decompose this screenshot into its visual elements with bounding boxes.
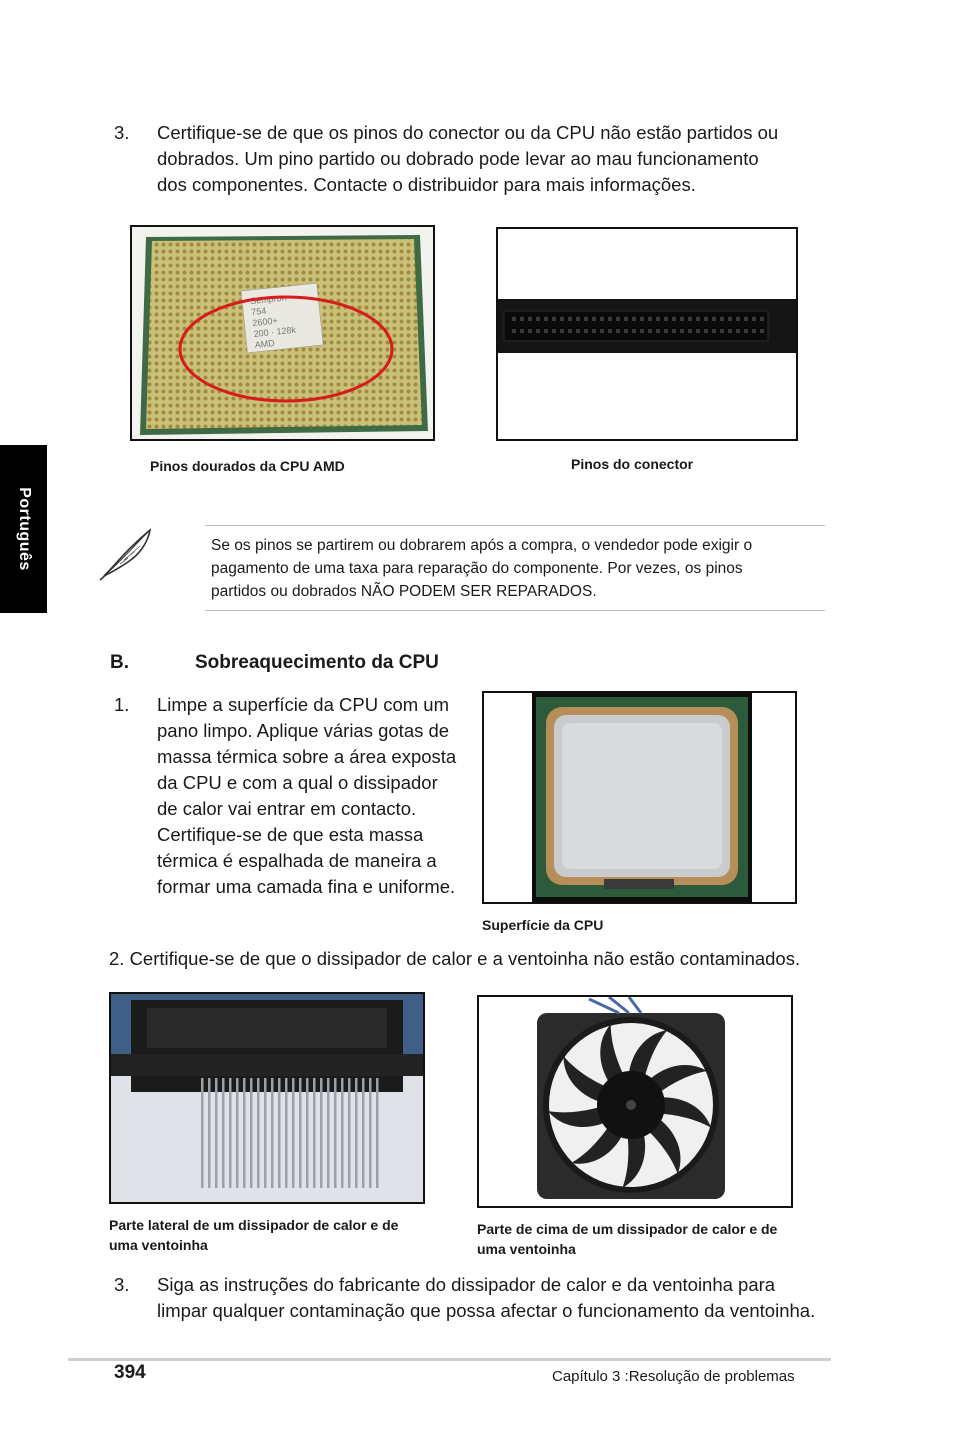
figure-caption: Superfície da CPU <box>482 917 604 933</box>
text-line: Siga as instruções do fabricante do dissipador de calor e da ventoinha para <box>157 1274 776 1295</box>
step-number: 3. <box>114 1274 130 1295</box>
figure-caption: Pinos do conector <box>571 456 694 472</box>
text-line: partidos ou dobrados NÃO PODEM SER REPARADOS. <box>211 583 597 600</box>
language-tab-label: Português <box>15 487 33 571</box>
section-title: Sobreaquecimento da CPU <box>195 652 439 673</box>
heatsink-side-illustration <box>111 994 423 1202</box>
cpu-label-text: Sempron <box>249 292 288 307</box>
text-line: de calor vai entrar em contacto. <box>157 798 417 819</box>
step-number: 1. <box>114 694 130 715</box>
section-letter: B. <box>110 652 129 673</box>
caption-line: Parte de cima de um dissipador de calor e de <box>477 1221 778 1237</box>
heatsink-side-photo <box>109 992 425 1204</box>
text-line: Certifique-se de que esta massa <box>157 824 424 845</box>
text-line: Se os pinos se partirem ou dobrarem após a compra, o vendedor pode exigir o <box>211 537 753 554</box>
step-text <box>157 1272 897 1324</box>
cpu-pins-illustration <box>132 227 433 439</box>
text-line: dobrados. Um pino partido ou dobrado pode levar ao mau funcionamento <box>157 148 759 169</box>
text-line: dos componentes. Contacte o distribuidor para mais informações. <box>157 174 696 195</box>
caption-line: uma ventoinha <box>477 1241 576 1257</box>
text-line: Limpe a superfície da CPU com um <box>157 694 450 715</box>
note-bottom-rule <box>205 610 825 611</box>
fan-illustration <box>479 997 791 1206</box>
text-line: pagamento de uma taxa para reparação do componente. Por vezes, os pinos <box>211 560 743 577</box>
step-number: 3. <box>114 122 130 143</box>
text-line: massa térmica sobre a área exposta <box>157 746 457 767</box>
connector-illustration <box>498 229 796 439</box>
cpu-pins-photo <box>130 225 435 441</box>
text-line: Certifique-se de que os pinos do conector ou da CPU não estão partidos ou <box>157 122 779 143</box>
language-tab <box>0 445 47 613</box>
caption-line: uma ventoinha <box>109 1237 208 1253</box>
text-line: formar uma camada fina e uniforme. <box>157 876 456 897</box>
page-number: 394 <box>114 1362 146 1383</box>
figure-caption: Pinos dourados da CPU AMD <box>150 458 345 474</box>
cpu-label-text: 754 <box>250 305 267 318</box>
cpu-label-text: 2600+ <box>251 315 279 329</box>
cpu-label-text: AMD <box>254 337 276 350</box>
caption-line: Parte lateral de um dissipador de calor e de <box>109 1217 399 1233</box>
connector-pins-photo <box>496 227 798 441</box>
heatsink-top-photo <box>477 995 793 1208</box>
cpu-label-text: 200 · 128k <box>253 324 297 340</box>
text-line: térmica é espalhada de maneira a <box>157 850 437 871</box>
chapter-title: Capítulo 3 :Resolução de problemas <box>552 1368 795 1385</box>
note-text <box>211 534 823 603</box>
text-line: da CPU e com a qual o dissipador <box>157 772 438 793</box>
text-line: limpar qualquer contaminação que possa afectar o funcionamento da ventoinha. <box>157 1300 816 1321</box>
step-text <box>157 692 477 900</box>
figure-caption <box>109 1215 439 1255</box>
figure-caption <box>477 1219 817 1259</box>
footer-rule <box>68 1358 831 1361</box>
note-top-rule <box>205 525 825 526</box>
text-line: pano limpo. Aplique várias gotas de <box>157 720 450 741</box>
feather-pen-icon <box>98 524 158 584</box>
cpu-surface-illustration <box>484 693 795 902</box>
step-text: 2. Certifique-se de que o dissipador de calor e a ventoinha não estão contaminados. <box>109 948 801 969</box>
cpu-surface-photo <box>482 691 797 904</box>
step-text <box>157 120 857 198</box>
